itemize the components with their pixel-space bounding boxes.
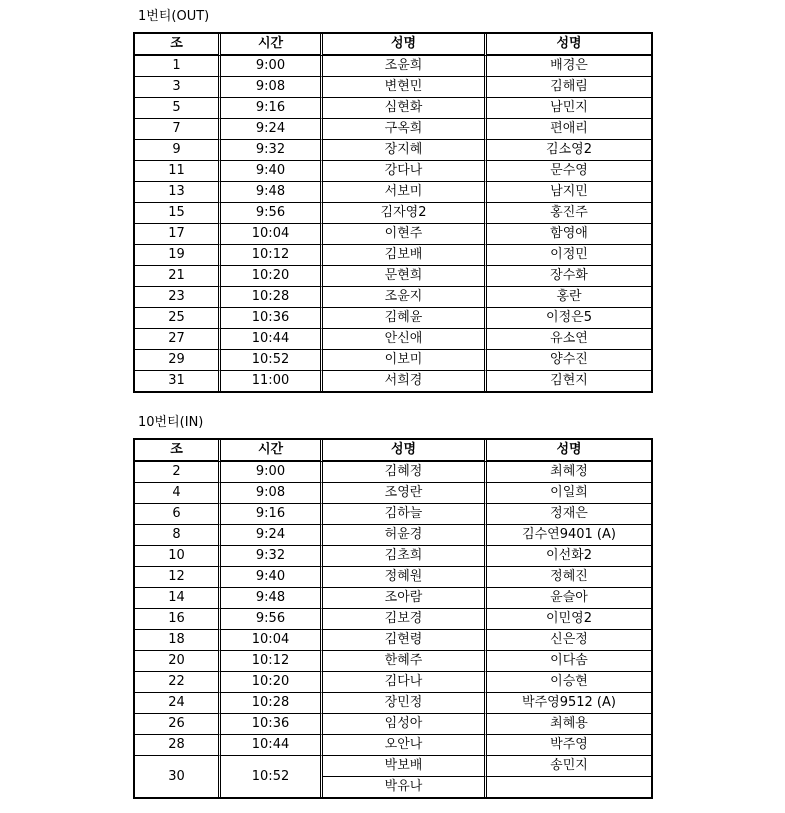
time-cell: 9:24 bbox=[221, 119, 323, 140]
name-cell-1: 김보경 bbox=[323, 609, 487, 630]
table-row bbox=[135, 119, 651, 140]
table-row bbox=[135, 525, 651, 546]
name-cell-1: 서보미 bbox=[323, 182, 487, 203]
group-cell: 2 bbox=[135, 462, 221, 483]
name-cell-2: 정재은 bbox=[487, 504, 651, 525]
group-cell: 9 bbox=[135, 140, 221, 161]
header-group: 조 bbox=[135, 440, 221, 462]
table-row bbox=[135, 329, 651, 350]
time-cell: 10:44 bbox=[221, 329, 323, 350]
group-cell: 1 bbox=[135, 56, 221, 77]
name-cell-2: 이일희 bbox=[487, 483, 651, 504]
group-cell: 15 bbox=[135, 203, 221, 224]
table-row bbox=[135, 77, 651, 98]
name-cell-1: 김다나 bbox=[323, 672, 487, 693]
time-cell: 9:32 bbox=[221, 546, 323, 567]
time-cell: 9:56 bbox=[221, 203, 323, 224]
name-cell-1: 오안나 bbox=[323, 735, 487, 756]
time-cell: 9:40 bbox=[221, 161, 323, 182]
time-cell: 9:16 bbox=[221, 504, 323, 525]
group-cell: 6 bbox=[135, 504, 221, 525]
name-cell-1: 조영란 bbox=[323, 483, 487, 504]
header-name-2: 성명 bbox=[487, 440, 651, 462]
group-cell: 19 bbox=[135, 245, 221, 266]
name-cell-1: 정혜원 bbox=[323, 567, 487, 588]
name-cell-1: 김하늘 bbox=[323, 504, 487, 525]
table-row bbox=[135, 756, 651, 777]
group-cell: 8 bbox=[135, 525, 221, 546]
name-cell-1: 안신애 bbox=[323, 329, 487, 350]
name-cell-2: 정혜진 bbox=[487, 567, 651, 588]
name-cell-2: 문수영 bbox=[487, 161, 651, 182]
group-cell: 25 bbox=[135, 308, 221, 329]
name-cell-2 bbox=[487, 777, 651, 797]
time-cell: 9:16 bbox=[221, 98, 323, 119]
group-cell: 24 bbox=[135, 693, 221, 714]
table-row bbox=[135, 98, 651, 119]
table-row bbox=[135, 504, 651, 525]
name-cell-1: 허윤경 bbox=[323, 525, 487, 546]
name-cell-1: 한혜주 bbox=[323, 651, 487, 672]
time-cell: 9:08 bbox=[221, 77, 323, 98]
name-cell-2: 유소연 bbox=[487, 329, 651, 350]
name-cell-2: 김현지 bbox=[550, 373, 588, 388]
table-row bbox=[135, 182, 651, 203]
header-row bbox=[135, 440, 651, 462]
table-row bbox=[135, 630, 651, 651]
name-cell-1: 이현주 bbox=[323, 224, 487, 245]
time-cell: 9:00 bbox=[221, 462, 323, 483]
time-cell: 10:44 bbox=[221, 735, 323, 756]
table-row bbox=[135, 350, 651, 371]
group-cell: 23 bbox=[135, 287, 221, 308]
time-cell: 10:52 bbox=[221, 756, 323, 797]
name-cell-1: 조아람 bbox=[323, 588, 487, 609]
time-cell: 10:28 bbox=[221, 287, 323, 308]
table-row bbox=[135, 693, 651, 714]
time-cell: 9:08 bbox=[221, 483, 323, 504]
table-row bbox=[135, 651, 651, 672]
table-row bbox=[135, 140, 651, 161]
name-cell-1: 조윤희 bbox=[323, 56, 487, 77]
group-cell: 31 bbox=[135, 371, 221, 391]
name-cell-2: 이정은5 bbox=[487, 308, 651, 329]
name-cell-2: 이정민 bbox=[487, 245, 651, 266]
name-cell-2: 배경은 bbox=[487, 56, 651, 77]
name-cell-1: 구옥희 bbox=[323, 119, 487, 140]
name-cell-2: 편애리 bbox=[487, 119, 651, 140]
table-row bbox=[135, 287, 651, 308]
time-cell: 9:56 bbox=[221, 609, 323, 630]
group-cell: 26 bbox=[135, 714, 221, 735]
time-cell: 9:32 bbox=[221, 140, 323, 161]
time-cell: 9:40 bbox=[221, 567, 323, 588]
in-tee-table bbox=[133, 438, 653, 799]
name-cell-1: 김초희 bbox=[323, 546, 487, 567]
header-name-1: 성명 bbox=[323, 34, 487, 56]
name-cell-2: 박주영 bbox=[487, 735, 651, 756]
group-cell: 30 bbox=[135, 756, 221, 797]
name-cell-2: 함영애 bbox=[487, 224, 651, 245]
time-cell: 10:20 bbox=[221, 266, 323, 287]
name-cell-2: 박주영9512 (A) bbox=[487, 693, 651, 714]
group-cell: 27 bbox=[135, 329, 221, 350]
table-row bbox=[135, 56, 651, 77]
group-cell: 4 bbox=[135, 483, 221, 504]
header-time: 시간 bbox=[221, 34, 323, 56]
group-cell: 22 bbox=[135, 672, 221, 693]
header-name-1: 성명 bbox=[323, 440, 487, 462]
time-cell: 10:52 bbox=[221, 350, 323, 371]
group-cell: 18 bbox=[135, 630, 221, 651]
group-cell: 7 bbox=[135, 119, 221, 140]
name-cell-2: 신은정 bbox=[487, 630, 651, 651]
header-time: 시간 bbox=[221, 440, 323, 462]
time-cell: 10:36 bbox=[221, 308, 323, 329]
name-cell-2: 이다솜 bbox=[487, 651, 651, 672]
out-tee-title: 1번티(OUT) bbox=[138, 9, 210, 24]
name-cell-1: 강다나 bbox=[323, 161, 487, 182]
time-cell: 10:12 bbox=[221, 651, 323, 672]
name-cell-2: 윤슬아 bbox=[487, 588, 651, 609]
time-cell: 10:12 bbox=[221, 245, 323, 266]
name-cell-2: 김소영2 bbox=[487, 140, 651, 161]
group-cell: 16 bbox=[135, 609, 221, 630]
header-name-2: 성명 bbox=[487, 34, 651, 56]
name-cell-1: 서희경 bbox=[323, 371, 487, 391]
name-cell-1: 임성아 bbox=[323, 714, 487, 735]
table-row bbox=[135, 672, 651, 693]
table-row bbox=[135, 203, 651, 224]
time-cell: 9:24 bbox=[221, 525, 323, 546]
header-group: 조 bbox=[135, 34, 221, 56]
name-cell-1: 조윤지 bbox=[323, 287, 487, 308]
group-cell: 21 bbox=[135, 266, 221, 287]
time-cell: 11:00 bbox=[221, 371, 323, 391]
out-tee-table bbox=[133, 32, 653, 393]
group-cell: 3 bbox=[135, 77, 221, 98]
name-cell-1: 변현민 bbox=[323, 77, 487, 98]
name-cell-1: 박유나 bbox=[323, 777, 487, 797]
time-cell: 10:04 bbox=[221, 224, 323, 245]
time-cell: 10:04 bbox=[221, 630, 323, 651]
name-cell-1: 김보배 bbox=[323, 245, 487, 266]
name-cell-1: 장민정 bbox=[323, 693, 487, 714]
time-cell: 10:36 bbox=[221, 714, 323, 735]
name-cell-1: 이보미 bbox=[323, 350, 487, 371]
group-cell: 28 bbox=[135, 735, 221, 756]
table-row bbox=[135, 224, 651, 245]
table-row bbox=[135, 371, 651, 391]
time-cell: 9:00 bbox=[221, 56, 323, 77]
name-cell-2: 홍란 bbox=[487, 287, 651, 308]
name-cell-2: 김수연9401 (A) bbox=[487, 525, 651, 546]
name-cell-2: 이승현 bbox=[487, 672, 651, 693]
name-cell-1: 심현화 bbox=[323, 98, 487, 119]
table-row bbox=[135, 483, 651, 504]
name-cell-1: 장지혜 bbox=[323, 140, 487, 161]
name-cell-2: 남지민 bbox=[487, 182, 651, 203]
in-tee-title: 10번티(IN) bbox=[138, 415, 204, 430]
name-cell-2: 장수화 bbox=[487, 266, 651, 287]
table-row bbox=[135, 735, 651, 756]
name-cell-1: 김혜정 bbox=[323, 462, 487, 483]
time-cell: 9:48 bbox=[221, 588, 323, 609]
group-cell: 10 bbox=[135, 546, 221, 567]
name-cell-1: 김자영2 bbox=[323, 203, 487, 224]
time-cell: 10:28 bbox=[221, 693, 323, 714]
table-row bbox=[135, 567, 651, 588]
table-row bbox=[135, 462, 651, 483]
table-row bbox=[135, 546, 651, 567]
name-cell-1: 박보배 bbox=[323, 756, 487, 777]
name-cell-1: 김현령 bbox=[323, 630, 487, 651]
table-row bbox=[135, 245, 651, 266]
name-cell-2: 이민영2 bbox=[487, 609, 651, 630]
header-row bbox=[135, 34, 651, 56]
table-row bbox=[135, 266, 651, 287]
name-cell-2: 최혜용 bbox=[487, 714, 651, 735]
name-cell-1: 문현희 bbox=[323, 266, 487, 287]
table-row bbox=[135, 609, 651, 630]
name-cell-2: 양수진 bbox=[487, 350, 651, 371]
name-cell-2: 남민지 bbox=[487, 98, 651, 119]
name-cell-2: 최혜정 bbox=[487, 462, 651, 483]
group-cell: 29 bbox=[135, 350, 221, 371]
name-cell-2: 이선화2 bbox=[487, 546, 651, 567]
name-cell-2: 홍진주 bbox=[487, 203, 651, 224]
name-cell-1: 김혜윤 bbox=[323, 308, 487, 329]
time-cell: 10:20 bbox=[221, 672, 323, 693]
name-cell-2: 송민지 bbox=[487, 756, 651, 777]
time-cell: 9:48 bbox=[221, 182, 323, 203]
group-cell: 20 bbox=[135, 651, 221, 672]
group-cell: 12 bbox=[135, 567, 221, 588]
group-cell: 13 bbox=[135, 182, 221, 203]
group-cell: 17 bbox=[135, 224, 221, 245]
table-row bbox=[135, 588, 651, 609]
table-row bbox=[135, 161, 651, 182]
group-cell: 11 bbox=[135, 161, 221, 182]
group-cell: 14 bbox=[135, 588, 221, 609]
group-cell: 5 bbox=[135, 98, 221, 119]
table-row bbox=[135, 308, 651, 329]
name-cell-2: 김해림 bbox=[487, 77, 651, 98]
table-row bbox=[135, 714, 651, 735]
